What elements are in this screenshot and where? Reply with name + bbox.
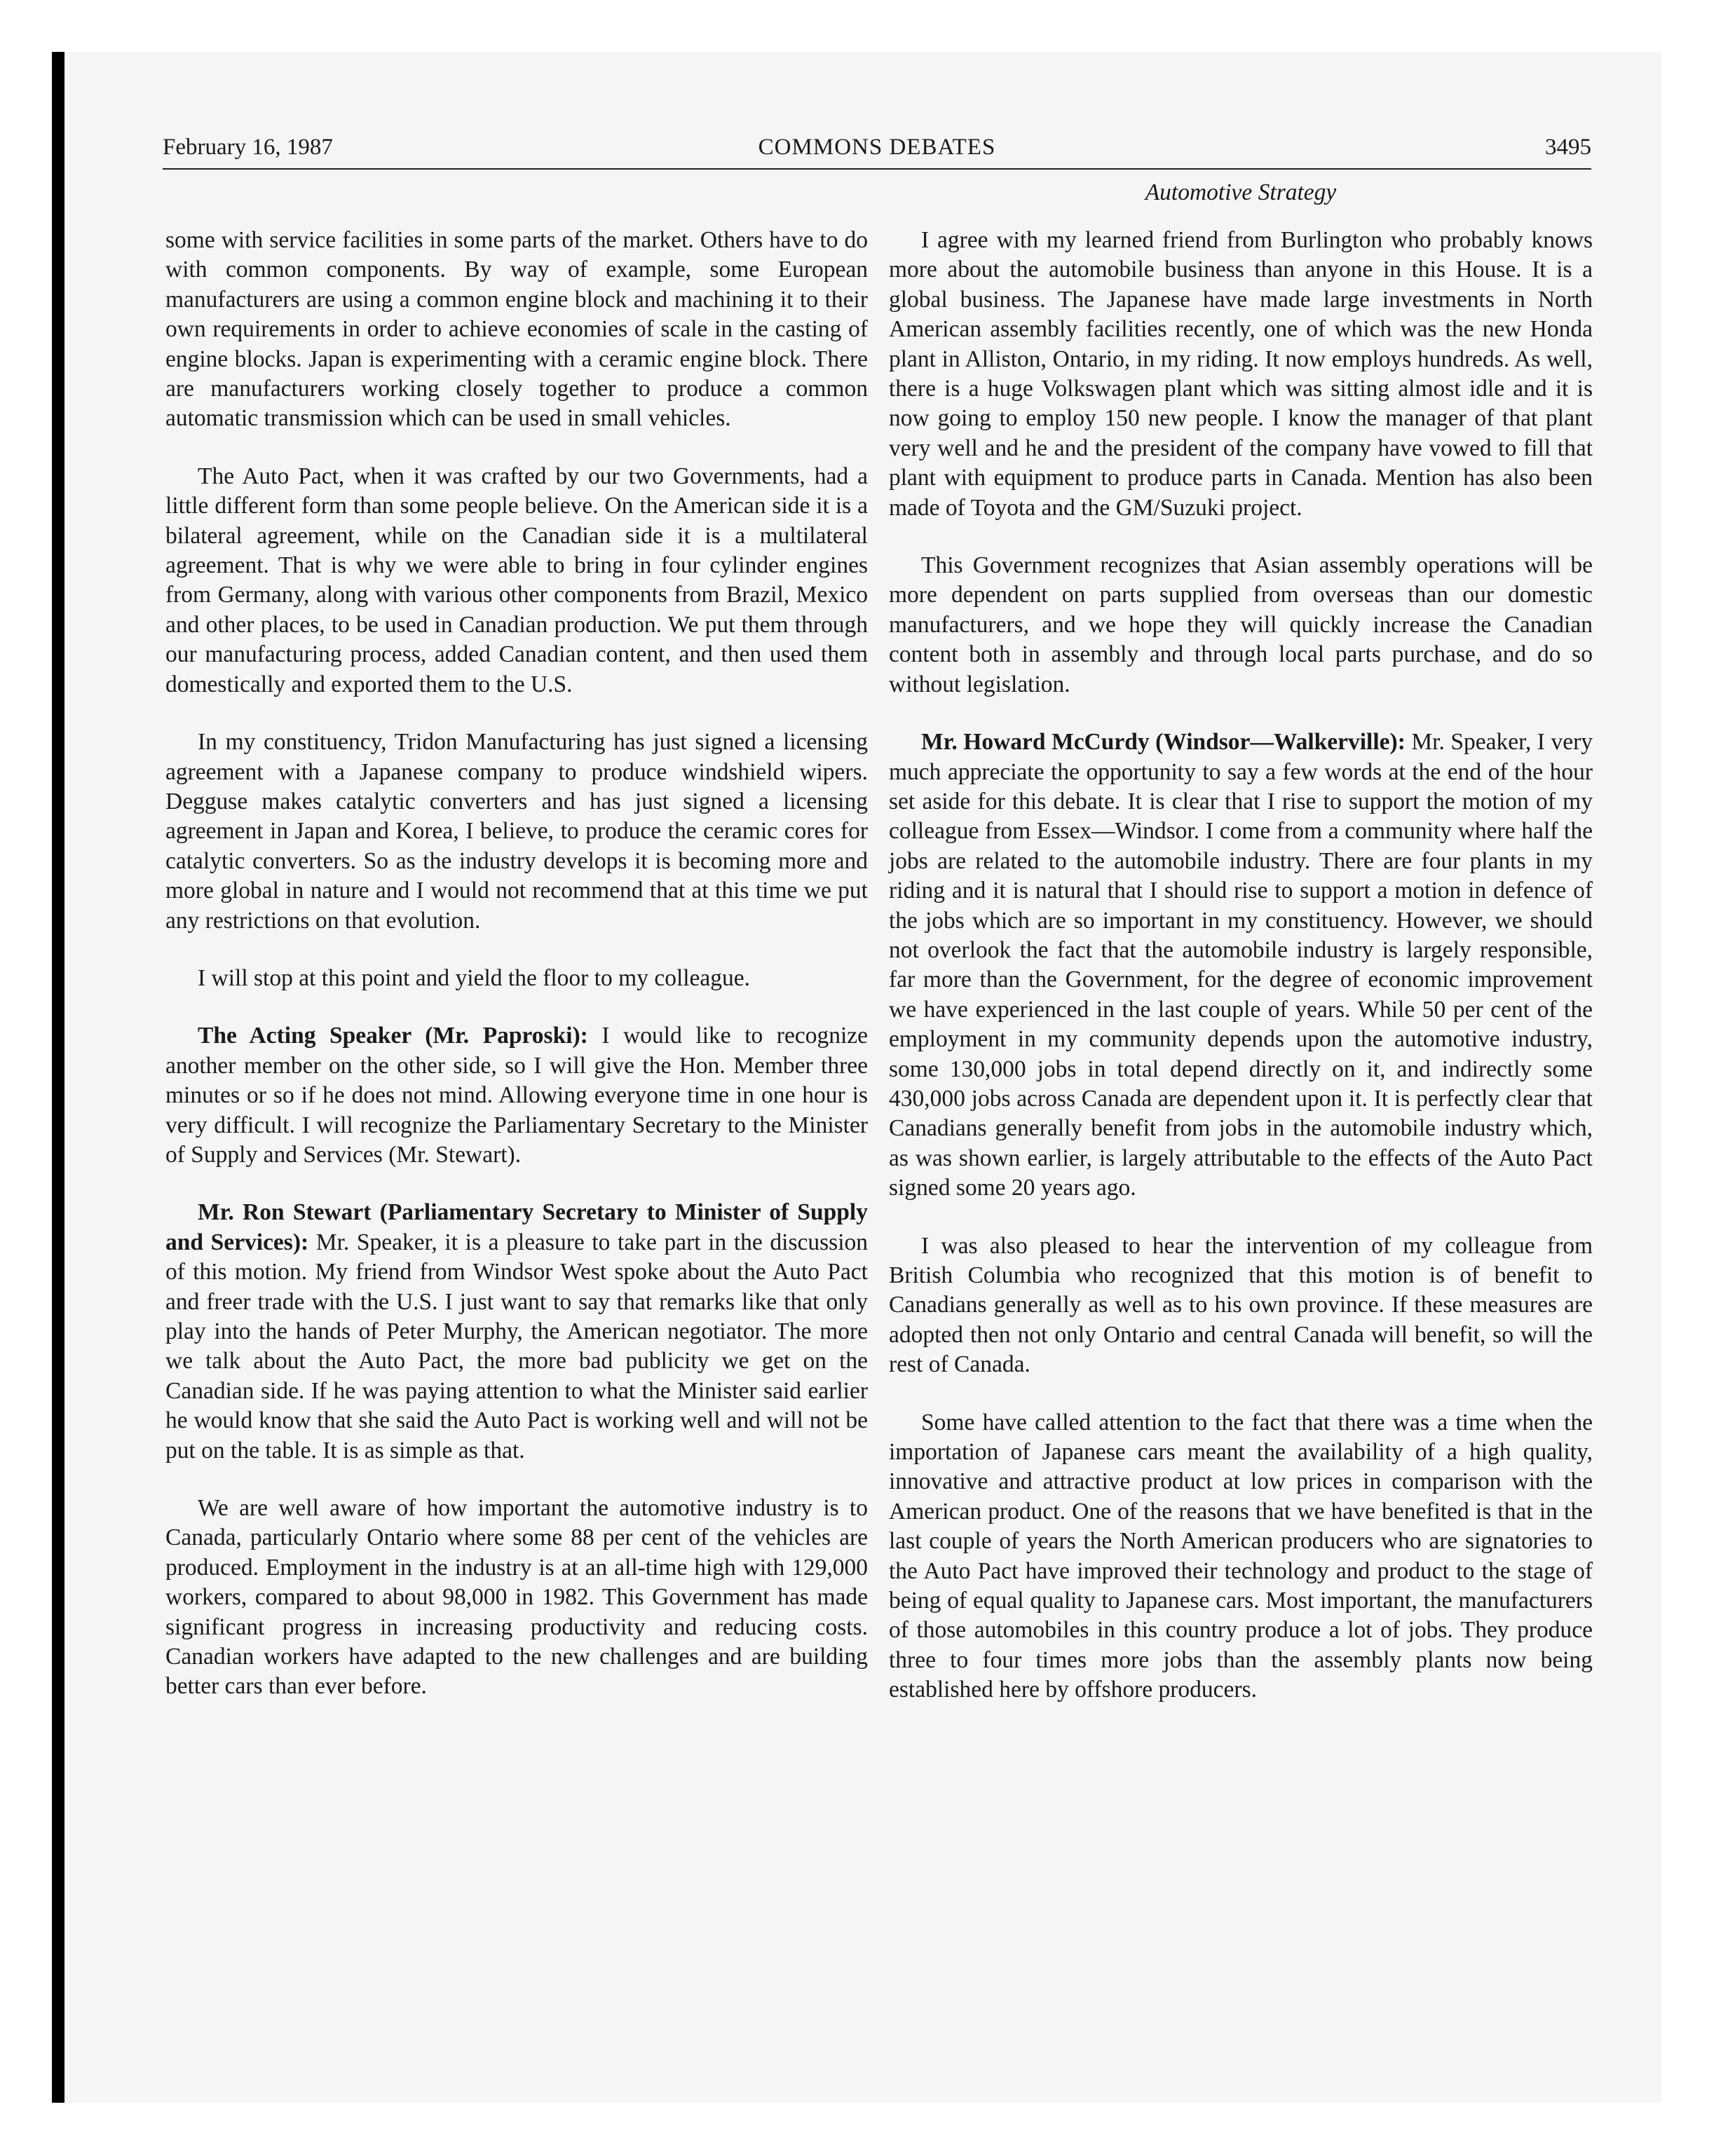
header-publication: COMMONS DEBATES [758,135,996,160]
header-page-number: 3495 [1545,135,1591,160]
speaker-name: Mr. Ron Stewart (Parliamentary Secretary to Minister of Supply and Services): [165,1199,868,1255]
paragraph [165,462,868,700]
paragraph-text: The Auto Pact, when it was crafted by our two Governments, had a little different form than some people believe. On the American side it is a bilateral agreement, while on the Canadian side it is a multilateral agreement. That is why we were able to bring in four cylinder engines from Germany, along with various other components from Brazil, Mexico and other places, to be used in Canadian production. We put them through our manufacturing process, added Canadian content, and then used them domestically and exported them to the U.S. [165,463,868,697]
paragraph [165,1021,868,1170]
page-header [163,133,1591,170]
paragraph-text: Mr. Speaker, I very much appreciate the opportunity to say a few words at the end of the hour set aside for this debate. It is clear that I rise to support the motion of my colleague from Essex—Windsor. I come from a community where half the jobs are related to the automobile industry. There are four plants in my riding and it is natural that I should rise to support a motion in defence of the jobs which are so important in my constituency. However, we should not overlook the fact that the automobile industry is largely responsible, far more than the Government, for the degree of economic improvement we have experienced in the last couple of years. While 50 per cent of the employment in my community depends upon the automotive industry, some 130,000 jobs in total depend directly on it, and indirectly some 430,000 jobs across Canada are dependent upon it. It is perfectly clear that Canadians generally benefit from jobs in the automobile industry which, as was shown earlier, is largely attributable to the effects of the Auto Pact signed some 20 years ago. [889,729,1593,1201]
paragraph-text: I would like to recognize another member on the other side, so I will give the Hon. Member three minutes or so if he does not mind. Allowing everyone time in one hour is very difficult. I will recognize the Parliamentary Secretary to the Minister of Supply and Services (Mr. Stewart). [165,1023,868,1168]
paragraph [889,226,1593,523]
paragraph [889,551,1593,700]
paragraph-text: some with service facilities in some parts of the market. Others have to do with common components. By way of example, some European manufacturers are using a common engine block and machining it to their own requirements in order to achieve economies of scale in the casting of engine blocks. Japan is experimenting with a ceramic engine block. There are manufacturers working closely together to produce a common automatic transmission which can be used in small vehicles. [165,227,868,432]
paragraph-text: In my constituency, Tridon Manufacturing has just signed a licensing agreement with a Japanese company to produce windshield wipers. Degguse makes catalytic converters and has just signed a licensing agreement in Japan and Korea, I believe, to produce the ceramic cores for catalytic converters. So as the industry develops it is becoming more and more global in nature and I would not recommend that at this time we put any restrictions on that evolution. [165,729,868,934]
right-column [889,226,1593,1733]
speaker-name: Mr. Howard McCurdy (Windsor—Walkerville): [921,729,1406,756]
paragraph [889,1231,1593,1380]
paragraph [165,728,868,936]
paragraph [165,1198,868,1466]
section-title: Automotive Strategy [1145,179,1337,205]
speaker-name: The Acting Speaker (Mr. Paproski): [198,1023,588,1049]
paragraph-text: Mr. Speaker, it is a pleasure to take part in the discussion of this motion. My friend from Windsor West spoke about the Auto Pact and freer trade with the U.S. I just want to say that remarks like that only play into the hands of Peter Murphy, the American negotiator. The more we talk about the Auto Pact, the more bad publicity we get on the Canadian side. If he was paying attention to what the Minister said earlier he would know that she said the Auto Pact is working well and will not be put on the table. It is as simple as that. [165,1229,868,1464]
paragraph-text: This Government recognizes that Asian assembly operations will be more dependent on parts supplied from overseas than our domestic manufacturers, and we hope they will quickly increase the Canadian content both in assembly and through local parts purchase, and do so without legislation. [889,552,1593,697]
paragraph [889,1408,1593,1705]
paragraph-text: I agree with my learned friend from Burlington who probably knows more about the automobile business than anyone in this House. It is a global business. The Japanese have made large investments in North American assembly facilities recently, one of which was the new Honda plant in Alliston, Ontario, in my riding. It now employs hundreds. As well, there is a huge Volkswagen plant which was sitting almost idle and it is now going to employ 150 new people. I know the manager of that plant very well and he and the president of the company have vowed to fill that plant with equipment to produce parts in Canada. Mention has also been made of Toyota and the GM/Suzuki project. [889,227,1593,521]
paragraph-text: We are well aware of how important the automotive industry is to Canada, particularly Ontario where some 88 per cent of the vehicles are produced. Employment in the industry is at an all-time high with 129,000 workers, compared to about 98,000 in 1982. This Government has made significant progress in increasing productivity and reducing costs. Canadian workers have adapted to the new challenges and are building better cars than ever before. [165,1495,868,1700]
paragraph-text: I will stop at this point and yield the floor to my colleague. [198,964,751,991]
paragraph [165,1494,868,1702]
scan-border [52,52,64,2103]
paragraph [165,964,868,993]
header-date: February 16, 1987 [163,135,333,160]
paragraph-text: Some have called attention to the fact that there was a time when the importation of Japanese cars meant the availability of a high quality, innovative and attractive product at low prices in comparison with the American product. One of the reasons that we have benefited is that in the last couple of years the North American producers who are signatories to the Auto Pact have improved their technology and product to the stage of being of equal quality to Japanese cars. Most important, the manufacturers of those automobiles in this country produce a lot of jobs. They produce three to four times more jobs than the assembly plants now being established here by offshore producers. [889,1409,1593,1703]
left-column [165,226,868,1730]
paragraph [889,728,1593,1203]
paragraph [165,226,868,434]
paragraph-text: I was also pleased to hear the intervention of my colleague from British Columbia who recognized that this motion is of benefit to Canadians generally as well as to his own province. If these measures are adopted then not only Ontario and central Canada will benefit, so will the rest of Canada. [889,1232,1593,1378]
